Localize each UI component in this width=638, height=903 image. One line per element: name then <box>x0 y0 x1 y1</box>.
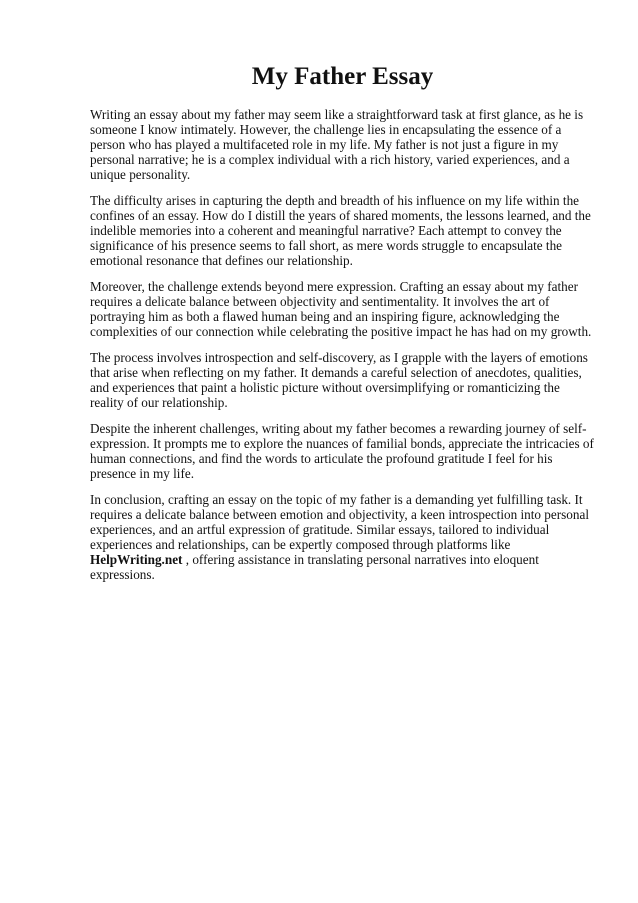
helpwriting-link[interactable]: HelpWriting.net <box>90 552 183 567</box>
conclusion-text-before: In conclusion, crafting an essay on the topic of my father is a demanding yet fulfilling task. It requires a delicate balance between emotion and objectivity, a keen introspection into personal experiences, and an artful expression of gratitude. Similar essays, tailored to individual experiences and relationships, can be expertly composed through platforms like <box>90 492 589 552</box>
conclusion-text-after: , offering assistance in translating personal narratives into eloquent expressions. <box>90 552 539 582</box>
paragraph-1: Writing an essay about my father may seem like a straightforward task at first glance, as he is someone I know intimately. However, the challenge lies in encapsulating the essence of a person who has played a multifaceted role in my life. My father is not just a figure in my personal narrative; he is a complex individual with a rich history, varied experiences, and a unique personality. <box>90 107 584 182</box>
paragraph-3: Moreover, the challenge extends beyond mere expression. Crafting an essay about my father requires a delicate balance between objectivity and sentimentality. It involves the art of portraying him as both a flawed human being and an inspiring figure, acknowledging the complexities of our connection while celebrating the positive impact he has had on my growth. <box>90 279 592 339</box>
conclusion-paragraph <box>90 492 594 582</box>
paragraph-4: The process involves introspection and self-discovery, as I grapple with the layers of emotions that arise when reflecting on my father. It demands a careful selection of anecdotes, qualities, and experiences that paint a holistic picture without oversimplifying or romanticizing the reality of our relationship. <box>90 350 588 410</box>
paragraph-5: Despite the inherent challenges, writing about my father becomes a rewarding journey of self-expression. It prompts me to explore the nuances of familial bonds, appreciate the intricacies of human connections, and find the words to articulate the profound gratitude I feel for his presence in my life. <box>90 421 594 481</box>
document-title: My Father Essay <box>251 63 434 90</box>
paragraph-2: The difficulty arises in capturing the depth and breadth of his influence on my life within the confines of an essay. How do I distill the years of shared moments, the lessons learned, and the indelible memories into a coherent and meaningful narrative? Each attempt to convey the significance of his presence seems to fall short, as mere words struggle to encapsulate the emotional resonance that defines our relationship. <box>90 193 591 268</box>
